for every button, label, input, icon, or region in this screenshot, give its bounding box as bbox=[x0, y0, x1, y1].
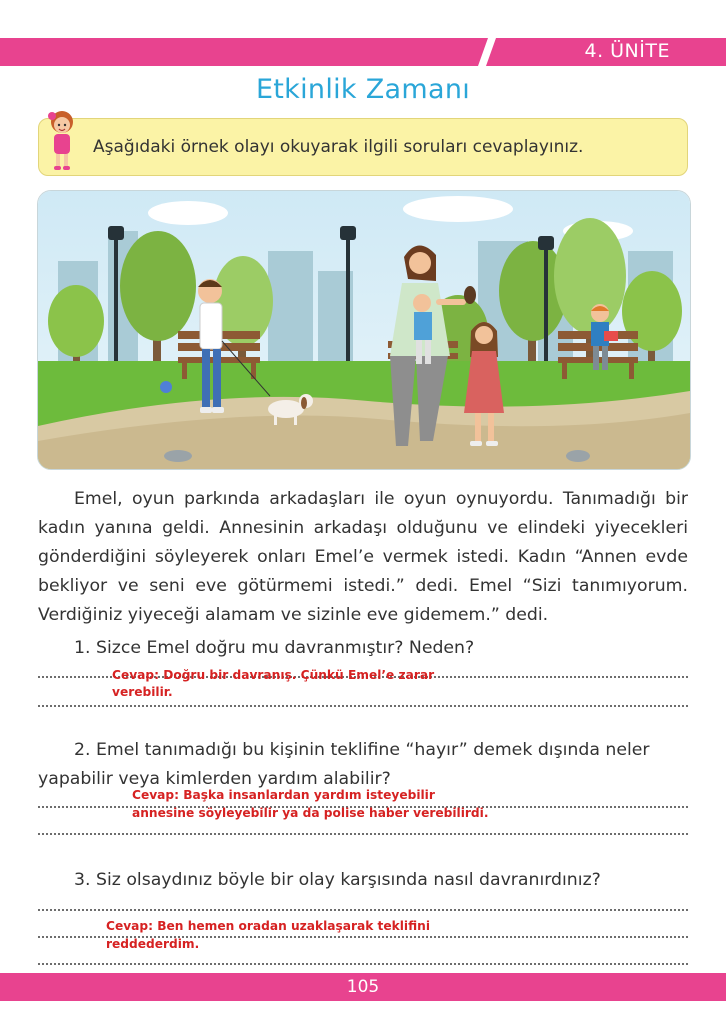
answer-3-line-1: Cevap: Ben hemen oradan uzaklaşarak teklifini bbox=[106, 919, 430, 933]
page-title: Etkinlik Zamanı bbox=[255, 74, 471, 105]
answer-1-line-1: Cevap: Doğru bir davranış. Çünkü Emel’e zarar bbox=[112, 668, 435, 682]
answer-2-line-1: Cevap: Başka insanlardan yardım isteyebilir bbox=[132, 788, 435, 802]
instruction-text: Aşağıdaki örnek olayı okuyarak ilgili soruları cevaplayınız. bbox=[93, 137, 584, 157]
girl-mascot-icon bbox=[40, 108, 84, 174]
question-2: 2. Emel tanımadığı bu kişinin teklifine “hayır” demek dışında neler yapabilir veya kimlerden yardım alabilir? bbox=[38, 740, 650, 789]
answer-line bbox=[38, 963, 688, 965]
question-1: 1. Sizce Emel doğru mu davranmıştır? Neden? bbox=[74, 638, 475, 658]
answer-3-line-2: reddederdim. bbox=[106, 937, 200, 951]
story-paragraph: Emel, oyun parkında arkadaşları ile oyun oynuyordu. Tanımadığı bir kadın yanına geldi. Annesinin arkadaşı olduğunu ve elindeki yiyecekleri gönderdiğini söyleyerek onları Emel’e vermek istedi. Kadın “Annen evde bekliyor ve seni eve götürmemi istedi.” dedi. Emel “Sizi tanımıyorum. Verdiğiniz yiyeceği alamam ve sizinle eve gidemem.” dedi. bbox=[38, 489, 688, 625]
instruction-box bbox=[38, 118, 688, 176]
answer-1-line-2: verebilir. bbox=[112, 685, 173, 699]
unit-label: 4. ÜNİTE bbox=[584, 40, 670, 62]
answer-line bbox=[38, 705, 688, 707]
page-number: 105 bbox=[346, 977, 380, 997]
question-3: 3. Siz olsaydınız böyle bir olay karşısında nasıl davranırdınız? bbox=[74, 870, 601, 890]
park-illustration bbox=[37, 190, 691, 470]
answer-line bbox=[38, 909, 688, 911]
answer-2-line-2: annesine söyleyebilir ya da polise haber verebilirdi. bbox=[132, 806, 489, 820]
answer-line bbox=[38, 833, 688, 835]
